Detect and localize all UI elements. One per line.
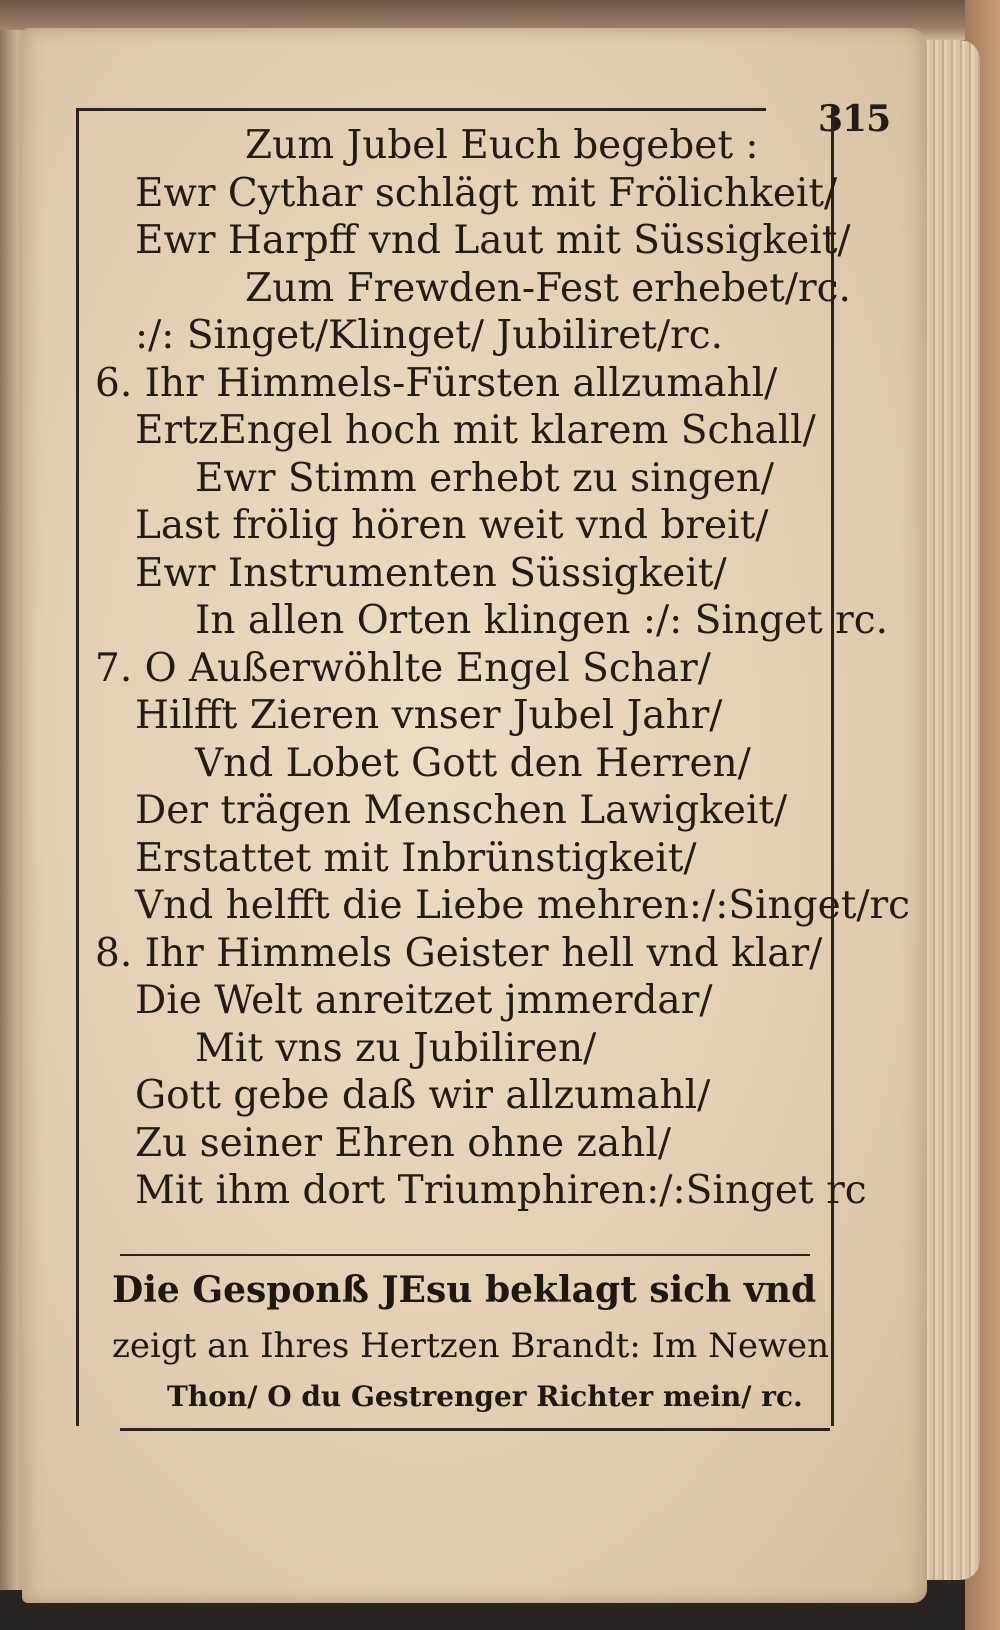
verse-line: :/: Singet/Klinget/ Jubiliret/rc. [135, 313, 723, 358]
verse-line: Mit ihm dort Triumphiren:/:Singet rc [135, 1168, 867, 1213]
verse-line: Gott gebe daß wir allzumahl/ [135, 1073, 711, 1118]
verse-line: Ewr Instrumenten Süssigkeit/ [135, 550, 727, 596]
heading-line: Die Gesponß JEsu beklagt sich vnd [112, 1269, 817, 1311]
heading-line: zeigt an Ihres Hertzen Brandt: Im Newen [112, 1326, 830, 1366]
verse-line: In allen Orten klingen :/: Singet rc. [195, 598, 888, 643]
heading-line: Thon/ O du Gestrenger Richter mein/ rc. [167, 1380, 803, 1413]
verse-line: Ewr Cythar schlägt mit Frölichkeit/ [135, 170, 838, 216]
verse-line: Ewr Stimm erhebt zu singen/ [195, 455, 775, 501]
verse-line: Der trägen Menschen Lawigkeit/ [135, 788, 788, 833]
hymn-verses [95, 122, 910, 1215]
verse-line: 7. O Außerwöhlte Engel Schar/ [95, 645, 711, 691]
verse-line: Zu seiner Ehren ohne zahl/ [135, 1120, 671, 1166]
verse-line: ErtzEngel hoch mit klarem Schall/ [135, 408, 816, 453]
verse-line: Zum Frewden-Fest erhebet/rc. [245, 265, 851, 311]
verse-line: Mit vns zu Jubiliren/ [195, 1025, 597, 1071]
page-edges [920, 40, 980, 1580]
song-heading [112, 1262, 830, 1420]
verse-line: Vnd Lobet Gott den Herren/ [195, 740, 751, 786]
verse-line: Die Welt anreitzet jmmerdar/ [135, 978, 713, 1023]
verse-line: Vnd helfft die Liebe mehren:/:Singet/rc [135, 883, 910, 928]
page-number: 315 [818, 98, 891, 140]
verse-line: 8. Ihr Himmels Geister hell vnd klar/ [95, 930, 823, 976]
verse-line: Ewr Harpff vnd Laut mit Süssigkeit/ [135, 218, 851, 263]
verse-line: Last frölig hören weit vnd breit/ [135, 503, 769, 548]
section-divider [120, 1254, 810, 1256]
verse-line: 6. Ihr Himmels-Fürsten allzumahl/ [95, 360, 778, 406]
verse-line: Hilfft Zieren vnser Jubel Jahr/ [135, 693, 723, 738]
verse-line: Erstattet mit Inbrünstigkeit/ [135, 835, 697, 881]
verse-line: Zum Jubel Euch begebet : [245, 123, 759, 168]
bottom-rule [120, 1428, 830, 1431]
top-rule [76, 108, 766, 111]
